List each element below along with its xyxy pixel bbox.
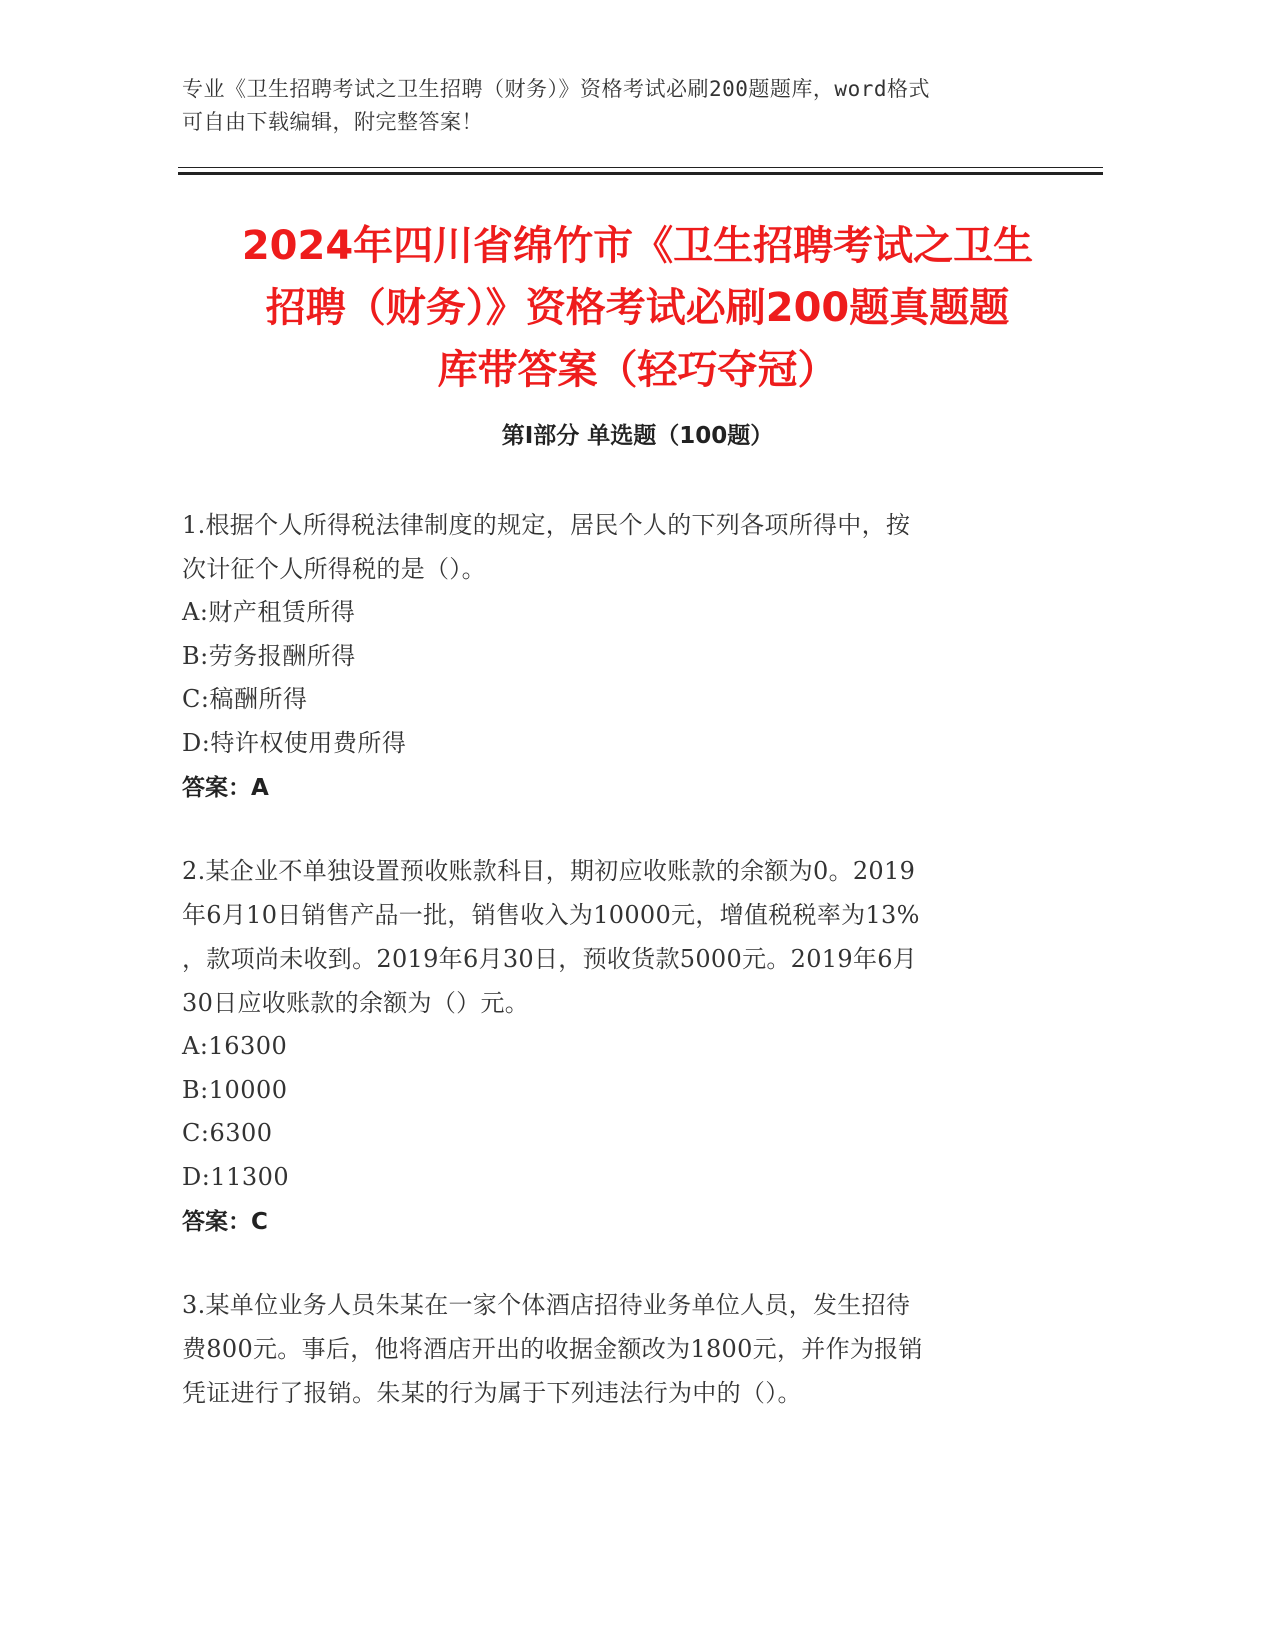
option-d: D:特许权使用费所得	[182, 728, 407, 757]
answer: 答案：C	[182, 1209, 268, 1235]
option-a: A:财产租赁所得	[182, 598, 356, 626]
header-divider-thick	[178, 172, 1103, 175]
option-b: B:10000	[182, 1075, 288, 1104]
question-text: 30日应收账款的余额为（）元。	[182, 989, 530, 1017]
question-text: 年6月10日销售产品一批，销售收入为10000元，增值税税率为13%	[182, 901, 920, 929]
question-text: 1.根据个人所得税法律制度的规定，居民个人的下列各项所得中，按	[182, 511, 911, 539]
document-title	[150, 215, 1125, 401]
question-text: 次计征个人所得税的是（）。	[182, 555, 486, 583]
header-divider-thin	[178, 167, 1103, 168]
header-note-line-1: 专业《卫生招聘考试之卫生招聘（财务）》资格考试必刷200题题库，word格式	[182, 77, 930, 101]
option-d: D:11300	[182, 1162, 290, 1191]
title-line-1: 2024年四川省绵竹市《卫生招聘考试之卫生	[241, 223, 1034, 269]
question-text: 3.某单位业务人员朱某在一家个体酒店招待业务单位人员，发生招待	[182, 1291, 911, 1319]
question-3	[182, 1283, 1032, 1415]
option-c: C:6300	[182, 1119, 273, 1147]
question-text: ，款项尚未收到。2019年6月30日，预收货款5000元。2019年6月	[182, 945, 918, 973]
question-text: 费800元。事后，他将酒店开出的收据金额改为1800元，并作为报销	[182, 1335, 923, 1363]
option-c: C:稿酬所得	[182, 685, 308, 713]
question-2	[182, 849, 1032, 1245]
header-note	[182, 73, 1042, 139]
option-b: B:劳务报酬所得	[182, 641, 356, 670]
question-1	[182, 503, 1032, 811]
question-list	[182, 503, 1032, 1453]
question-text: 2.某企业不单独设置预收账款科目，期初应收账款的余额为0。2019	[182, 857, 916, 885]
section-title: 第Ⅰ部分 单选题（100题）	[501, 423, 774, 449]
question-text: 凭证进行了报销。朱某的行为属于下列违法行为中的（）。	[182, 1379, 802, 1407]
title-line-2: 招聘（财务）》资格考试必刷200题真题题	[265, 285, 1010, 331]
answer: 答案：A	[182, 775, 269, 801]
header-note-line-2: 可自由下载编辑，附完整答案！	[182, 110, 483, 134]
option-a: A:16300	[182, 1032, 288, 1060]
title-line-3: 库带答案（轻巧夺冠）	[437, 347, 838, 393]
